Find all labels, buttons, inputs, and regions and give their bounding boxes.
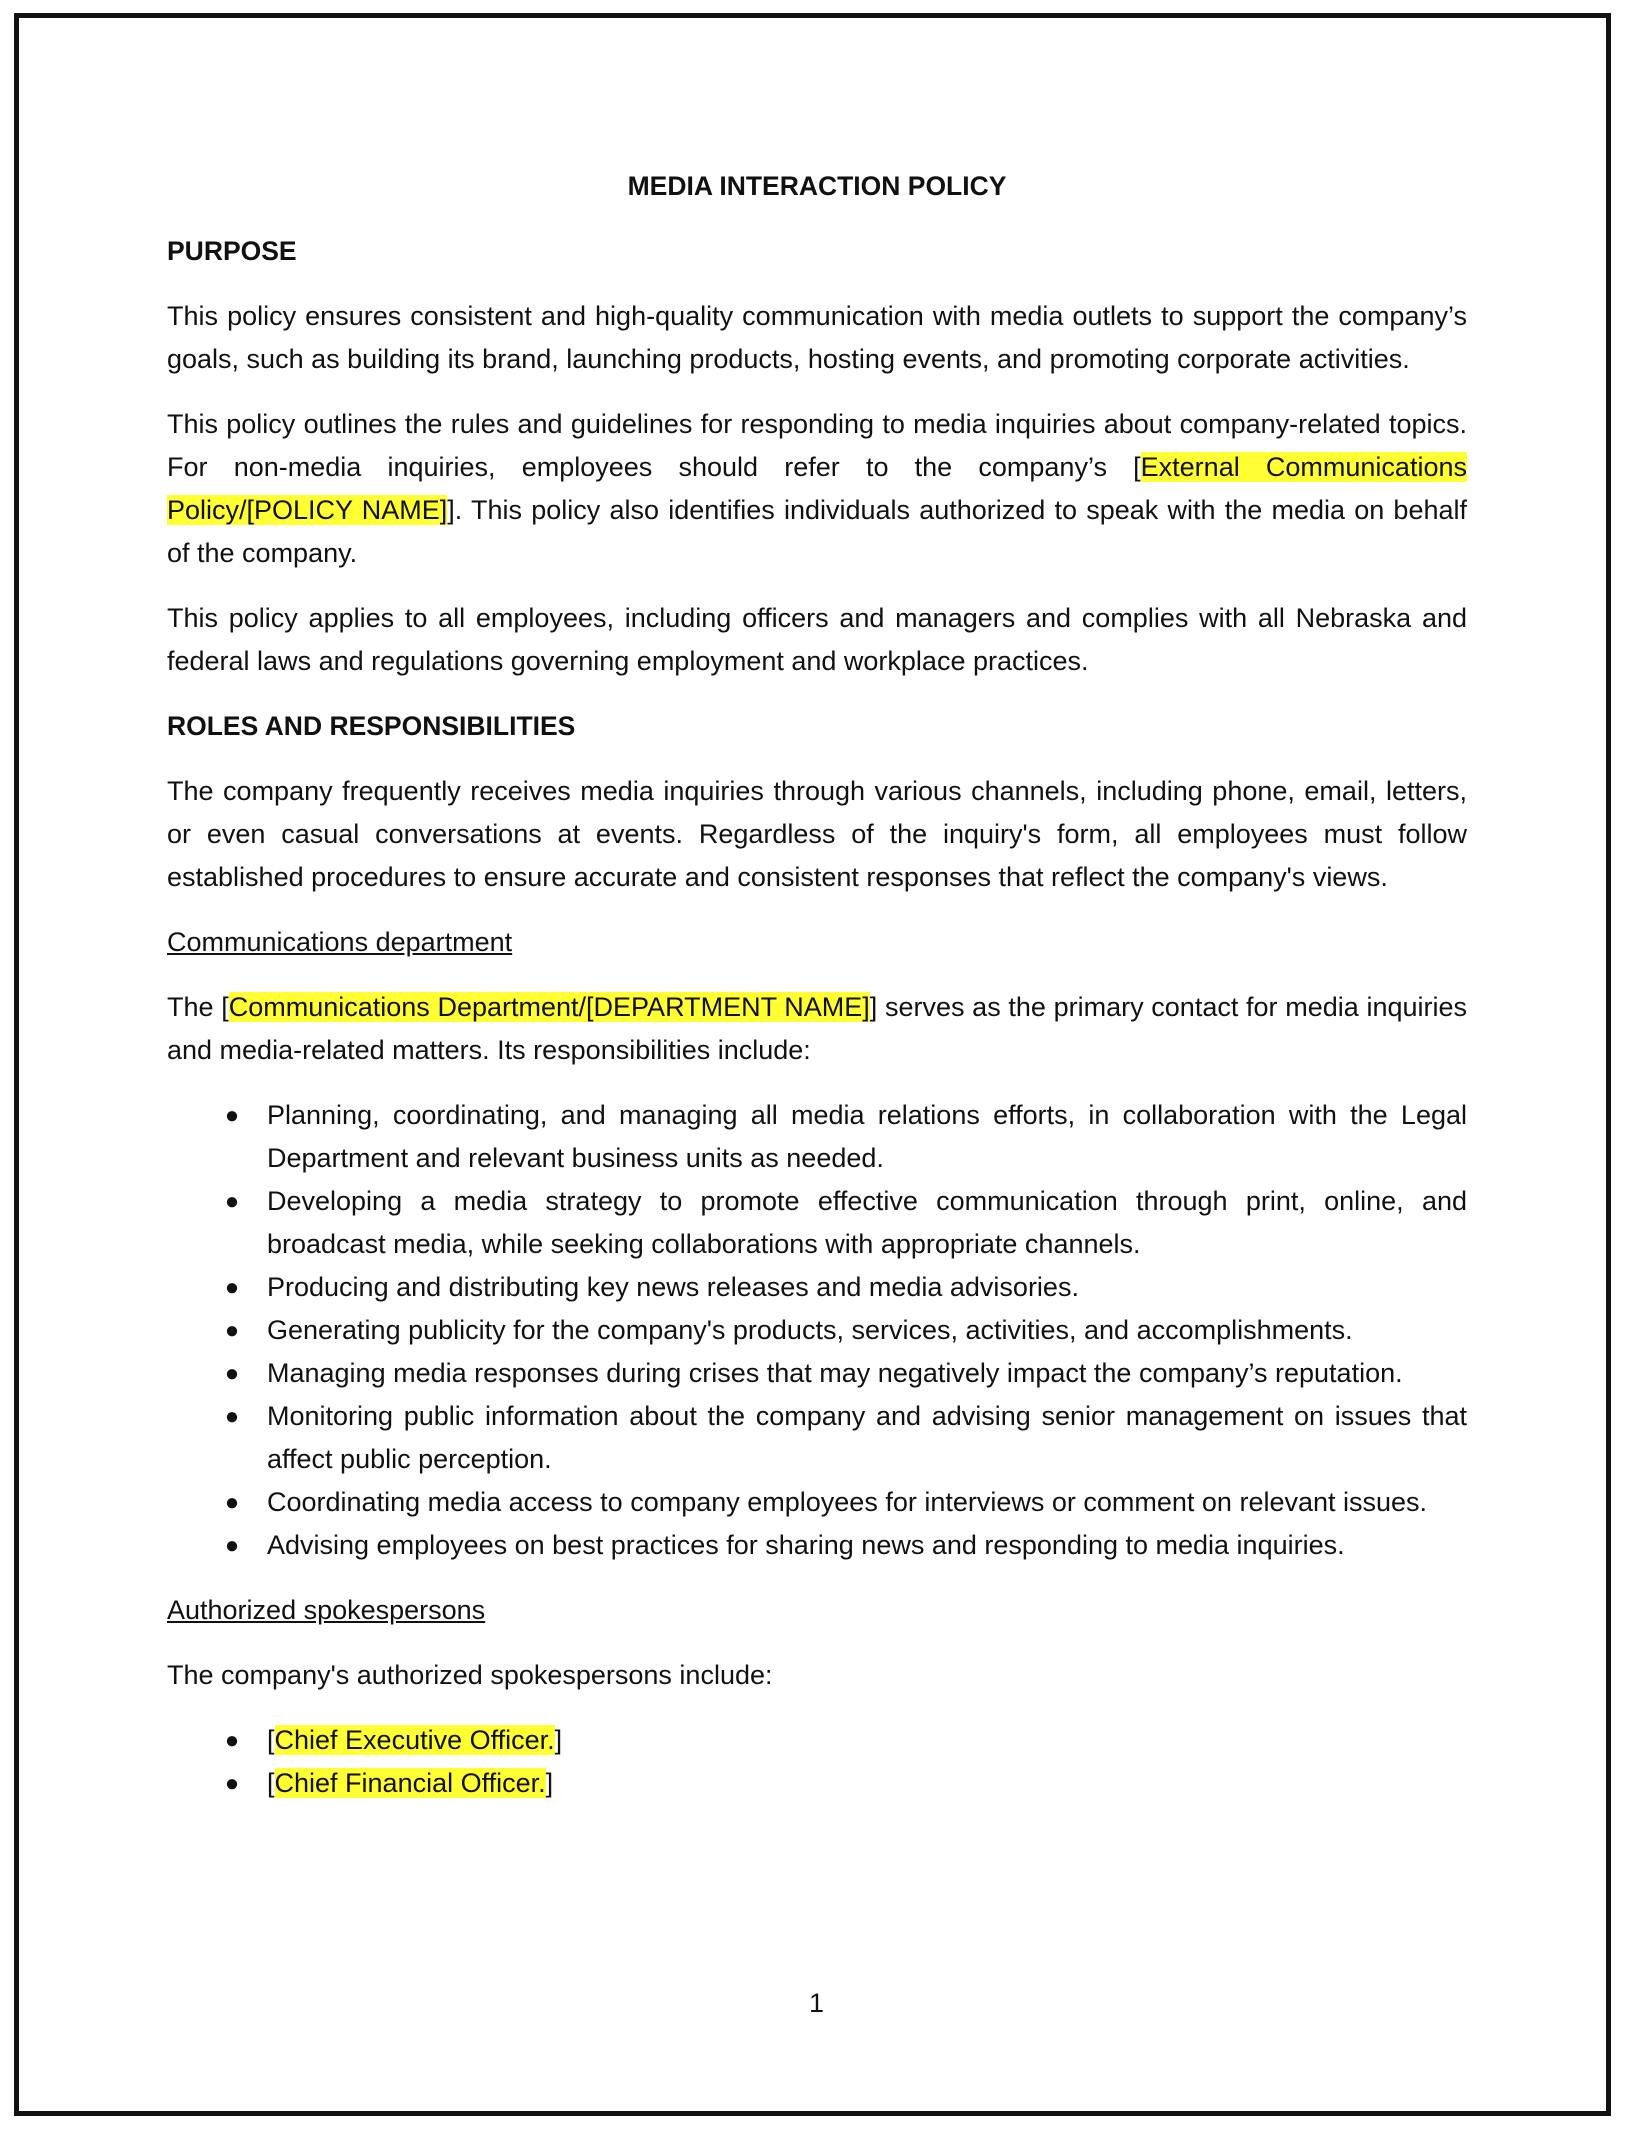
list-item — [167, 1395, 1467, 1481]
list-item — [167, 1524, 1467, 1567]
bullet-icon: ● — [224, 1532, 240, 1559]
list-item — [167, 1309, 1467, 1352]
list-item-text: Planning, coordinating, and managing all media relations efforts, in collaboration with the Legal Department and relevant business units as needed. — [267, 1100, 1467, 1173]
list-item — [167, 1180, 1467, 1266]
purpose-p2-text-before: This policy outlines the rules and guidelines for responding to media inquiries about company-related topics. For non-media inquiries, employees should refer to the company’s [ — [167, 409, 1467, 482]
list-item — [167, 1481, 1467, 1524]
list-item — [167, 1719, 1467, 1762]
bracket-open: [ — [267, 1768, 275, 1798]
policy-name-placeholder: External Communications Policy/[POLICY NAME] — [167, 452, 1467, 525]
document-title: MEDIA INTERACTION POLICY — [627, 171, 1007, 201]
purpose-paragraph-3: This policy applies to all employees, including officers and managers and complies with all Nebraska and federal laws and regulations governing employment and workplace practices. — [167, 603, 1467, 676]
bullet-icon: ● — [224, 1727, 240, 1754]
list-item-text: Generating publicity for the company's products, services, activities, and accomplishments. — [267, 1315, 1353, 1345]
bullet-icon: ● — [224, 1403, 240, 1430]
bullet-icon: ● — [224, 1770, 240, 1797]
bullet-icon: ● — [224, 1317, 240, 1344]
roles-paragraph: The company frequently receives media inquiries through various channels, including phone, email, letters, or even casual conversations at events. Regardless of the inquiry's form, all employees must follow established procedures to ensure accurate and consistent responses that reflect the company's views. — [167, 776, 1467, 892]
bullet-icon: ● — [224, 1102, 240, 1129]
list-item-text: Developing a media strategy to promote effective communication through print, online, and broadcast media, while seeking collaborations with appropriate channels. — [267, 1186, 1467, 1259]
spokespersons-intro: The company's authorized spokespersons include: — [167, 1660, 773, 1690]
spokesperson-placeholder: Chief Financial Officer. — [274, 1768, 546, 1798]
list-item — [167, 1266, 1467, 1309]
spokesperson-placeholder: Chief Executive Officer. — [274, 1725, 555, 1755]
purpose-paragraph-2 — [167, 403, 1467, 575]
spokespersons-list — [167, 1719, 1467, 1805]
spokespersons-subheading: Authorized spokespersons — [167, 1595, 486, 1625]
bullet-icon: ● — [224, 1188, 240, 1215]
responsibilities-list — [167, 1094, 1467, 1567]
comm-text-before: The [ — [167, 992, 229, 1022]
department-name-placeholder: Communications Department/[DEPARTMENT NAME] — [228, 992, 870, 1022]
list-item-text: Managing media responses during crises that may negatively impact the company’s reputation. — [267, 1358, 1403, 1388]
list-item-text: Advising employees on best practices for sharing news and responding to media inquiries. — [267, 1530, 1345, 1560]
purpose-heading: PURPOSE — [167, 236, 297, 266]
purpose-paragraph-1: This policy ensures consistent and high-quality communication with media outlets to support the company’s goals, such as building its brand, launching products, hosting events, and promoting corporate activities. — [167, 301, 1467, 374]
document-body — [167, 165, 1467, 1827]
list-item — [167, 1352, 1467, 1395]
list-item — [167, 1094, 1467, 1180]
roles-heading: ROLES AND RESPONSIBILITIES — [167, 711, 576, 741]
purpose-p2-text-after: ]. This policy also identifies individuals authorized to speak with the media on behalf of the company. — [167, 495, 1467, 568]
communications-paragraph — [167, 986, 1467, 1072]
comm-text-after: ] serves as the primary contact for media inquiries and media-related matters. Its responsibilities include: — [167, 992, 1467, 1065]
bullet-icon: ● — [224, 1489, 240, 1516]
page-number: 1 — [808, 1988, 825, 2018]
list-item — [167, 1762, 1467, 1805]
list-item-text: Monitoring public information about the company and advising senior management on issues that affect public perception. — [267, 1401, 1467, 1474]
bracket-open: [ — [267, 1725, 275, 1755]
bracket-close: ] — [545, 1768, 554, 1798]
bracket-close: ] — [554, 1725, 563, 1755]
bullet-icon: ● — [224, 1360, 240, 1387]
bullet-icon: ● — [224, 1274, 240, 1301]
communications-subheading: Communications department — [167, 927, 513, 957]
list-item-text: Producing and distributing key news releases and media advisories. — [267, 1272, 1079, 1302]
list-item-text: Coordinating media access to company employees for interviews or comment on relevant issues. — [267, 1487, 1428, 1517]
